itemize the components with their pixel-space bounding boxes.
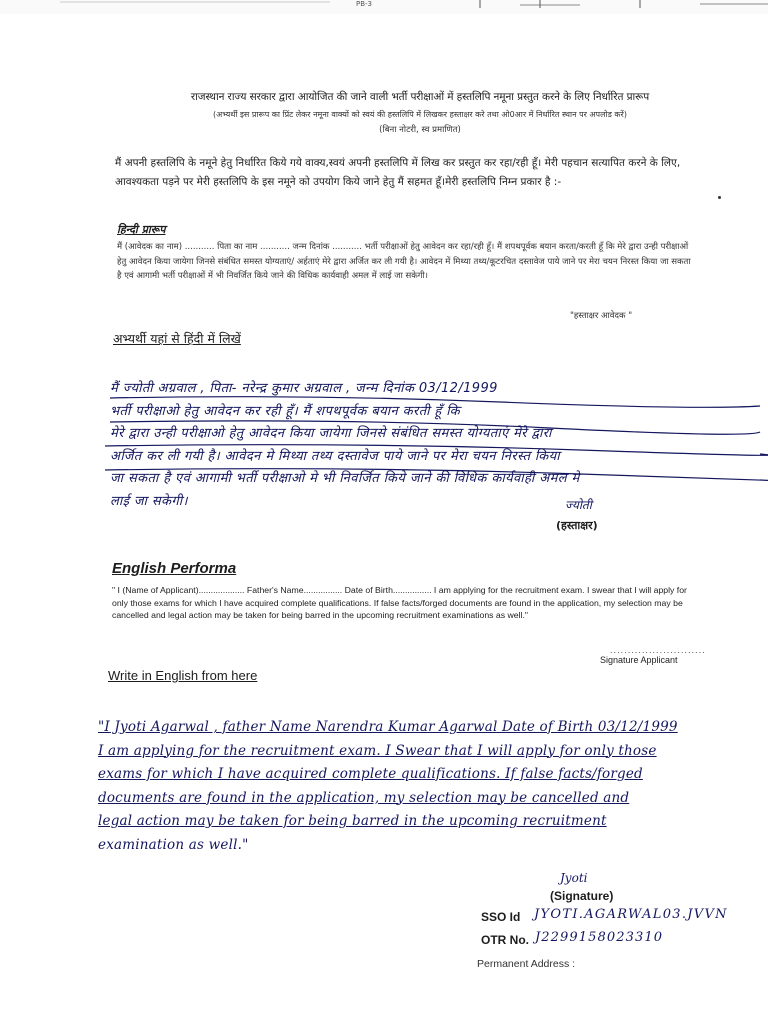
signature-applicant-label: Signature Applicant: [600, 655, 678, 665]
signature-label: (Signature): [550, 889, 614, 903]
hindi-write-heading: अभ्यर्थी यहां से हिंदी में लिखें: [113, 331, 241, 346]
english-handwritten-line: examination as well.": [98, 836, 249, 853]
english-proforma-heading: English Performa: [112, 560, 237, 577]
hindi-handwritten-line: जा सकता है एवं आगामी भर्ती परीक्षाओ मे भी निवर्जित किये जाने की विधिक कार्यवाही अमल मे: [110, 471, 580, 486]
english-handwritten-line: "I Jyoti Agarwal , father Name Narendra Kumar Agarwal Date of Birth 03/12/1999: [98, 719, 678, 735]
hindi-handwritten-line: लाई जा सकेगी।: [110, 493, 188, 509]
intro-paragraph: मैं अपनी हस्तलिपि के नमूने हेतु निर्धारित किये गये वाक्य,स्वयं अपनी हस्तलिपि में लिख कर प्रस्तुत कर रहा/रही हूँ। मेरी पहचान सत्यापित करने के लिए, आवश्यकता पड़ने पर मेरी हस्तलिपि के इस नमूने को उपयोग किये जाने हेतु मैं सहमत हूँ।मेरी हस्तलिपि निम्न प्रकार है :-: [115, 157, 681, 188]
permanent-address-label: Permanent Address :: [477, 958, 576, 970]
scan-artifacts: [0, 0, 768, 16]
english-proforma-text: " I (Name of Applicant)................... Father's Name................ Date of Birth................ I am applying for the recruitment exam. I swear that I will apply for only those exams for which I have acquired complete qualifications. If false facts/forged documents are found in the application, my selection may be cancelled and legal action may be taken for being barred in the upcoming recruitment examinations as well.": [112, 585, 687, 621]
english-handwritten-signature: Jyoti: [560, 871, 588, 885]
hindi-handwritten-line: मेरे द्वारा उन्ही परीक्षाओ हेतु आवेदन किया जायेगा जिनसे संबंधित समस्त योग्यताएं मेरे द्वारा: [110, 426, 552, 441]
ink-dot: [718, 196, 721, 199]
otr-number-value: J2299158023310: [535, 930, 664, 945]
english-write-heading: Write in English from here: [108, 668, 258, 683]
sso-id-label: SSO Id: [481, 910, 521, 924]
sso-id-value: JYOTI.AGARWAL03.JVVN: [534, 907, 728, 922]
form-instructions: (अभ्यर्थी इस प्रारूप का प्रिंट लेकर नमूना वाक्यों को स्वयं की हस्तलिपि में लिखकर हस्ताक्षर करे तथा ओ0आर में निर्धारित स्थान पर अपलोड करें): [213, 110, 627, 119]
form-title: राजस्थान राज्य सरकार द्वारा आयोजित की जाने वाली भर्ती परीक्षाओं में हस्तलिपि नमूना प्रस्तुत करने के लिए निर्धारित प्रारूप: [190, 91, 650, 103]
english-handwritten-line: I am applying for the recruitment exam. I Swear that I will apply for only those: [98, 742, 657, 759]
hindi-signature-label: (हस्ताक्षर): [556, 519, 598, 532]
hindi-handwritten-line: मैं ज्योती अग्रवाल , पिता- नरेन्द्र कुमार अग्रवाल , जन्म दिनांक 03/12/1999: [110, 381, 498, 396]
hindi-proforma-text: मैं (आवेदक का नाम) ........... पिता का नाम ........... जन्म दिनांक ........... भर्ती परीक्षाओं हेतु आवेदन कर रहा/रही हूँ। मैं शपथपूर्वक बयान करता/करती हूँ कि मेरे द्वारा उन्ही परीक्षाओं हेतु आवेदन किया जायेगा जिनसे संबंधित समस्त योग्यताएं/ अर्हताएं मेरे द्वारा अर्जित कर ली गयी है। आवेदन में मिथ्या तथ्य/कूटरचित दस्तावेज पाये जाने पर मेरा चयन निरस्त किया जा सकता है एवं आगामी भर्ती परीक्षाओं में भी निवर्जित किये जाने की विधिक कार्यवाही अमल में लाई जा सकेगी।: [117, 242, 691, 281]
otr-number-label: OTR No.: [481, 933, 529, 947]
english-handwritten-line: documents are found in the application, my selection may be cancelled and: [98, 789, 630, 806]
page-code: PB-3: [356, 0, 373, 8]
hindi-handwritten-line: भर्ती परीक्षाओ हेतु आवेदन कर रही हूँ। मैं शपथपूर्वक बयान करती हूँ कि: [110, 403, 460, 419]
english-handwritten-text: [98, 716, 768, 857]
hindi-underline-strokes: [100, 392, 768, 502]
hindi-applicant-sign-label: "हस्ताक्षर आवेदक ": [570, 311, 633, 321]
hindi-handwritten-signature: ज्योती: [565, 498, 592, 512]
hindi-handwritten-line: अर्जित कर ली गयी है। आवेदन मे मिथ्या तथ्य दस्तावेज पाये जाने पर मेरा चयन निरस्त किया: [110, 448, 560, 464]
signature-dots: ...........................: [610, 646, 706, 655]
form-note: (बिना नोटरी, स्व प्रमाणित): [379, 125, 461, 135]
hindi-proforma-heading: हिन्दी प्रारूप: [117, 223, 166, 236]
english-handwritten-line: exams for which I have acquired complete qualifications. If false facts/forged: [98, 766, 643, 782]
english-handwritten-line: legal action may be taken for being barred in the upcoming recruitment: [98, 813, 607, 829]
